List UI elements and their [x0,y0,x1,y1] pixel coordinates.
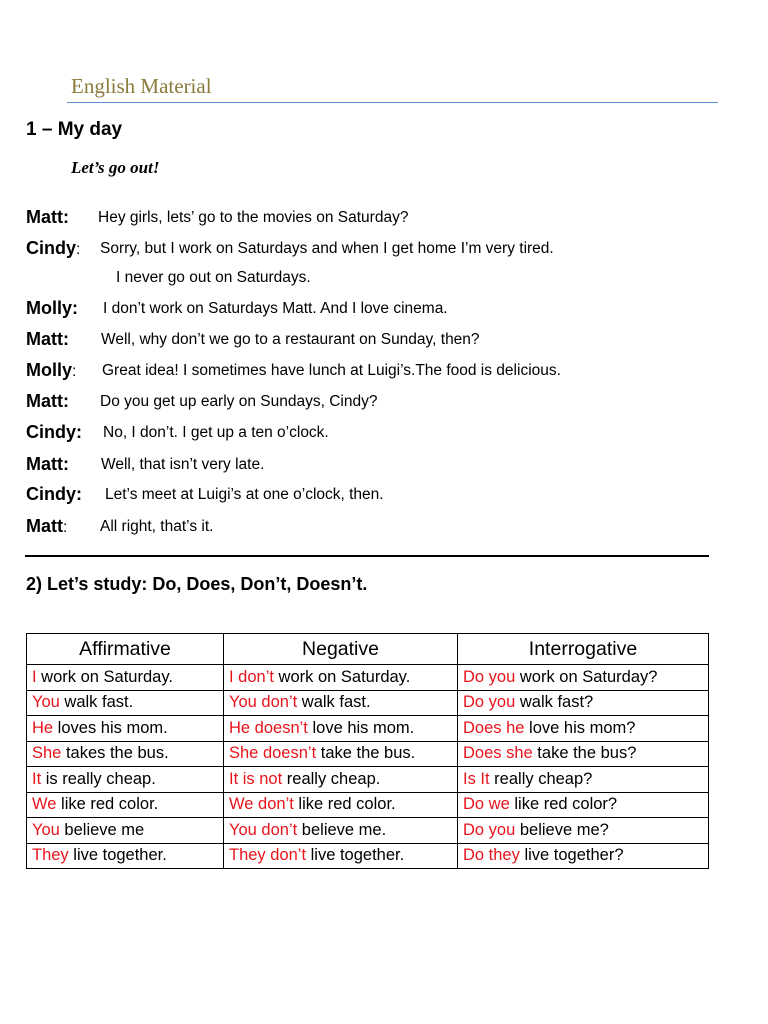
speech-text: Well, that isn’t very late. [101,456,265,473]
speech-text: All right, that’s it. [100,518,214,535]
cell-text: live together. [68,846,167,865]
cell-text: believe me [59,820,145,839]
speaker-name: Molly: [26,298,78,318]
section-divider [25,555,709,557]
speaker-name: Molly [26,360,73,380]
cell-text: really cheap? [489,769,593,788]
speaker-name: Matt: [26,391,69,411]
header-interrogative: Interrogative [458,634,709,665]
dialogue-line [26,329,69,350]
highlighted-word: I [32,667,37,686]
cell-text: take the bus? [532,744,637,763]
negative-cell [224,767,458,793]
dialogue-line [26,454,69,475]
dialogue-subtitle: Let’s go out! [71,158,160,177]
affirmative-cell [27,741,224,767]
table-row [27,716,709,742]
highlighted-word: You [32,693,60,712]
speech-text: Let’s meet at Luigi’s at one o’clock, then. [105,486,384,503]
dialogue-line [26,238,80,259]
cell-text: like red color? [509,795,618,814]
speech-text: Sorry, but I work on Saturdays and when I get home I’m very tired. [100,240,554,257]
speech-text: Great idea! I sometimes have lunch at Luigi’s.The food is delicious. [102,362,561,379]
dialogue-line [26,391,69,412]
interrogative-cell [458,792,709,818]
speaker-separator: : [76,241,81,258]
negative-cell [224,843,458,869]
cell-text: loves his mom. [53,718,168,737]
cell-text: is really cheap. [41,769,156,788]
speaker-name: Matt: [26,207,69,227]
dialogue-line [26,298,78,319]
highlighted-word: Do you [463,820,516,839]
dialogue-line [26,360,76,381]
highlighted-word: Do you [463,693,516,712]
header-negative: Negative [224,634,458,665]
cell-text: work on Saturday. [273,667,411,686]
interrogative-cell [458,843,709,869]
table-header-row [27,634,709,665]
cell-text: love his mom. [307,718,415,737]
negative-cell [224,741,458,767]
cell-text: walk fast? [515,693,594,712]
cell-text: work on Saturday. [36,667,173,686]
affirmative-cell [27,690,224,716]
table-row [27,843,709,869]
speech-text: Hey girls, lets’ go to the movies on Saturday? [98,209,409,226]
speech-text: I don’t work on Saturdays Matt. And I love cinema. [103,300,448,317]
negative-cell [224,665,458,691]
dialogue-line [26,207,69,228]
table-row [27,818,709,844]
speech-text: I never go out on Saturdays. [116,269,311,286]
cell-text: love his mom? [524,718,636,737]
affirmative-cell [27,843,224,869]
interrogative-cell [458,818,709,844]
interrogative-cell [458,665,709,691]
affirmative-cell [27,665,224,691]
highlighted-word: She [32,744,62,763]
cell-text: like red color. [293,795,396,814]
interrogative-cell [458,690,709,716]
cell-text: like red color. [56,795,159,814]
affirmative-cell [27,792,224,818]
highlighted-word: Does he [463,718,525,737]
highlighted-word: They don’t [229,846,307,865]
section2-heading: 2) Let’s study: Do, Does, Don’t, Doesn’t. [26,574,368,594]
speaker-name: Cindy: [26,484,82,504]
dialogue-line [26,422,82,443]
dialogue-line [26,484,82,505]
table-row [27,767,709,793]
speaker-name: Matt [26,516,63,536]
highlighted-word: Do they [463,846,520,865]
speech-text: No, I don’t. I get up a ten o’clock. [103,424,329,441]
negative-cell [224,716,458,742]
negative-cell [224,818,458,844]
highlighted-word: He [32,718,54,737]
table-row [27,741,709,767]
negative-cell [224,690,458,716]
section1-heading: 1 – My day [26,119,123,140]
table-row [27,690,709,716]
cell-text: take the bus. [316,744,416,763]
speaker-name: Cindy: [26,422,82,442]
interrogative-cell [458,741,709,767]
highlighted-word: It is not [229,769,283,788]
highlighted-word: They [32,846,69,865]
speaker-separator: : [72,363,77,380]
cell-text: really cheap. [282,769,381,788]
affirmative-cell [27,818,224,844]
cell-text: live together. [306,846,405,865]
dialogue-line [26,516,67,537]
speaker-name: Matt: [26,329,69,349]
negative-cell [224,792,458,818]
affirmative-cell [27,716,224,742]
interrogative-cell [458,716,709,742]
table-row [27,665,709,691]
highlighted-word: She doesn’t [229,744,317,763]
grammar-table [26,633,709,869]
header-rule [67,102,718,103]
affirmative-cell [27,767,224,793]
highlighted-word: You don’t [229,693,298,712]
speech-text: Do you get up early on Sundays, Cindy? [100,393,378,410]
highlighted-word: You [32,820,60,839]
cell-text: work on Saturday? [515,667,658,686]
highlighted-word: You don’t [229,820,298,839]
speaker-name: Matt: [26,454,69,474]
cell-text: believe me? [515,820,609,839]
highlighted-word: Does she [463,744,533,763]
highlighted-word: Do you [463,667,516,686]
cell-text: takes the bus. [61,744,169,763]
header-title: English Material [71,74,212,98]
speaker-separator: : [63,519,68,536]
speaker-name: Cindy [26,238,77,258]
highlighted-word: Do we [463,795,510,814]
table-row [27,792,709,818]
highlighted-word: We [32,795,57,814]
highlighted-word: I don’t [229,667,274,686]
cell-text: believe me. [297,820,387,839]
cell-text: walk fast. [297,693,371,712]
highlighted-word: It [32,769,42,788]
speech-text: Well, why don’t we go to a restaurant on Sunday, then? [101,331,480,348]
highlighted-word: He doesn’t [229,718,308,737]
header-affirmative: Affirmative [27,634,224,665]
cell-text: walk fast. [59,693,134,712]
highlighted-word: Is It [463,769,490,788]
interrogative-cell [458,767,709,793]
cell-text: live together? [519,846,624,865]
highlighted-word: We don’t [229,795,294,814]
